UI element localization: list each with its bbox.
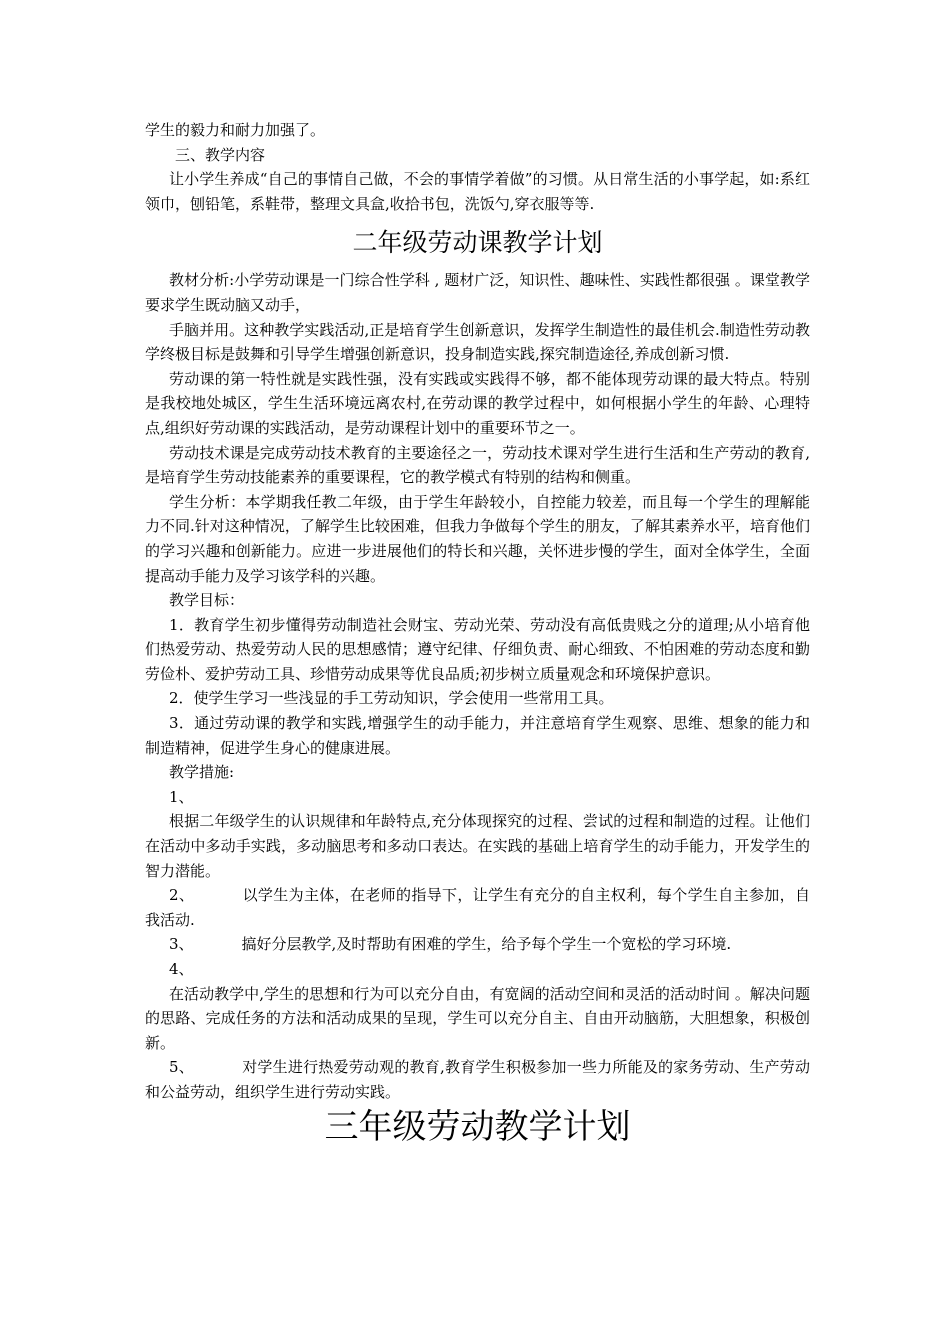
material-analysis: 教材分析:小学劳动课是一门综合性学科 , 题材广泛，知识性、趣味性、实践性都很强 。课堂教学要求学生既动脑又动手， <box>145 271 810 314</box>
goal-1: 1．教育学生初步懂得劳动制造社会财宝、劳动光荣、劳动没有高低贵贱之分的道理;从小培育他们热爱劳动、热爱劳动人民的思想感情；遵守纪律、仔细负责、耐心细致、不怕困难的劳动态度和勤劳俭朴、爱护劳动工具、珍惜劳动成果等优良品质;初步树立质量观念和环境保护意识。 <box>145 615 810 683</box>
measures-heading: 教学措施: <box>169 763 235 782</box>
measure-5 <box>145 1055 810 1104</box>
measure-4-number: 4、 <box>169 960 194 978</box>
practice-paragraph: 劳动课的第一特性就是实践性强，没有实践或实践得不够，都不能体现劳动课的最大特点。特别是我校地处城区，学生生活环境远离农村,在劳动课的教学过程中，如何根据小学生的年龄、心理特点,组织好劳动课的实践活动，是劳动课程计划中的重要环节之一。 <box>145 369 810 437</box>
measure-2-text: 以学生为主体，在老师的指导下，让学生有充分的自主权利，每个学生自主参加，自我活动. <box>145 886 810 929</box>
document-page <box>145 118 810 1147</box>
measure-1-number: 1、 <box>169 787 194 806</box>
material-analysis-cont: 手脑并用。这种教学实践活动,正是培育学生创新意识，发挥学生制造性的最佳机会.制造性劳动教学终极目标是鼓舞和引导学生增强创新意识，投身制造实践,探究制造途径,养成创新习惯. <box>145 320 810 364</box>
student-analysis: 学生分析：本学期我任教二年级，由于学生年龄较小，自控能力较差，而且每一个学生的理解能力不同.针对这种情况，了解学生比较困难，但我力争做每个学生的朋友，了解其素养水平，培育他们的学习兴趣和创新能力。应进一步进展他们的特长和兴趣，关怀进步慢的学生，面对全体学生，全面提高动手能力及学习该学科的兴趣。 <box>145 492 810 585</box>
intro-line: 学生的毅力和耐力加强了。 <box>145 121 326 139</box>
measure-4-text: 在活动教学中,学生的思想和行为可以充分自由，有宽阔的活动空间和灵活的活动时间 。解决问题的思路、完成任务的方法和活动成果的呈现，学生可以充分自主、自由开动脑筋，大胆想象，积极创新。 <box>145 984 810 1052</box>
plan3-title: 三年级劳动教学计划 <box>324 1106 631 1147</box>
goals-heading: 教学目标： <box>169 591 245 610</box>
plan2-title: 二年级劳动课教学计划 <box>352 228 603 258</box>
section-heading: 三、教学内容 <box>175 145 266 164</box>
measure-3 <box>145 932 810 957</box>
measure-5-text: 对学生进行热爱劳动观的教育,教育学生积极参加一些力所能及的家务劳动、生产劳动和公益劳动，组织学生进行劳动实践。 <box>145 1058 810 1101</box>
measure-3-number: 3、 <box>169 935 194 954</box>
measure-2 <box>145 883 810 932</box>
measure-1-text: 根据二年级学生的认识规律和年龄特点,充分体现探究的过程、尝试的过程和制造的过程。让他们在活动中多动手实践，多动脑思考和多动口表达。在实践的基础上培育学生的动手能力，开发学生的智力潜能。 <box>145 812 810 880</box>
goal-2: 2．使学生学习一些浅显的手工劳动知识，学会使用一些常用工具。 <box>169 689 614 708</box>
goal-3: 3．通过劳动课的教学和实践,增强学生的动手能力，并注意培育学生观察、思维、想象的能力和制造精神，促进学生身心的健康进展。 <box>145 714 810 757</box>
tech-paragraph: 劳动技术课是完成劳动技术教育的主要途径之一，劳动技术课对学生进行生活和生产劳动的教育,是培育学生劳动技能素养的重要课程，它的教学模式有特别的结构和侧重。 <box>145 443 810 487</box>
measure-5-number: 5、 <box>169 1058 194 1077</box>
measure-3-text: 搞好分层教学,及时帮助有困难的学生，给予每个学生一个宽松的学习环境. <box>241 935 732 954</box>
section-body: 让小学生养成“自己的事情自己做，不会的事情学着做”的习惯。从日常生活的小事学起，如:系红领巾，刨铅笔，系鞋带，整理文具盒,收拾书包，洗饭勺,穿衣服等等. <box>145 170 810 213</box>
measure-2-number: 2、 <box>169 886 195 905</box>
